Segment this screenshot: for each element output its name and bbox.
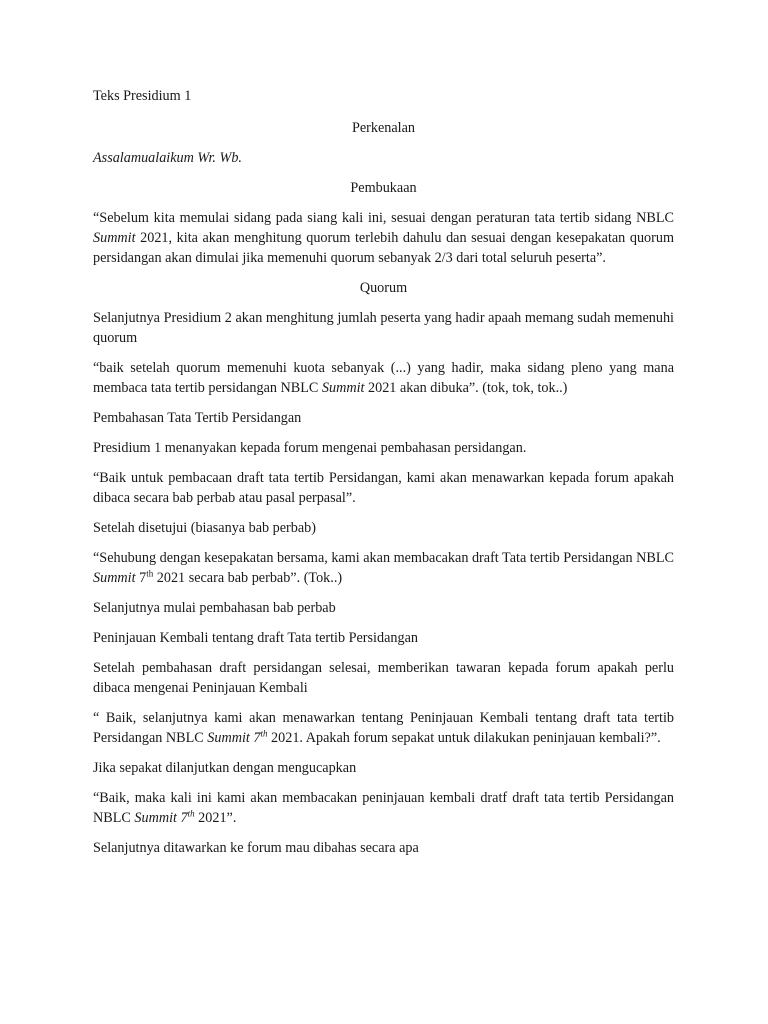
heading-quorum: Quorum [359,280,408,296]
text-run: 7 [135,570,147,586]
superscript: th [146,568,154,579]
text-run: “Baik, maka kali ini kami akan membacakan peninjauan kembali dratf draft tata tertib Persidangan NBLC [93,790,674,826]
paragraph-presidium1: Presidium 1 menanyakan kepada forum mengenai pembahasan persidangan. [93,440,527,456]
greeting [93,148,674,168]
italic-run: Summit 7 [134,810,188,826]
paragraph-setelah: Setelah pembahasan draft persidangan selesai, memberikan tawaran kepada forum apakah perlu dibaca mengenai Peninjauan Kembali [93,660,674,696]
text-run: 2021 secara bab perbab”. (Tok..) [153,570,343,586]
paragraph-disetujui: Setelah disetujui (biasanya bab perbab) [93,520,316,536]
text-run: 2021, kita akan menghitung quorum terlebih dahulu dan sesuai dengan kesepakatan quorum persidangan akan dimulai jika memenuhi quorum sebanyak 2/3 dari total seluruh peserta”. [93,230,674,266]
text-run: 2021. Apakah forum sepakat untuk dilakukan peninjauan kembali?”. [267,730,661,746]
paragraph-jika: Jika sepakat dilanjutkan dengan mengucapkan [93,760,357,776]
text-run: “Sebelum kita memulai sidang pada siang kali ini, sesuai dengan peraturan tata tertib sidang NBLC [93,210,674,226]
paragraph-baik-1 [93,708,674,748]
paragraph-peninjauan-heading: Peninjauan Kembali tentang draft Tata tertib Persidangan [93,630,418,646]
text-run: “baik setelah quorum memenuhi kuota sebanyak (...) yang hadir, maka sidang pleno yang mana membaca tata tertib persidangan NBLC [93,360,674,396]
italic-run: th [187,808,195,819]
paragraph-quota [93,358,674,398]
document-title: Teks Presidium 1 [93,88,192,104]
italic-run: th [260,728,268,739]
paragraph-mulai: Selanjutnya mulai pembahasan bab perbab [93,600,336,616]
text-run: 2021”. [194,810,237,826]
text-run: “ Baik, selanjutnya kami akan menawarkan tentang Peninjauan Kembali tentang draft tata tertib Persidangan NBLC [93,710,674,746]
paragraph-pembukaan [93,208,674,268]
italic-run: Summit 7 [207,730,261,746]
greeting-text: Assalamualaikum Wr. Wb. [93,150,242,166]
superscript [260,728,267,738]
heading-pembukaan: Pembukaan [350,180,417,196]
paragraph-sehubung [93,548,674,588]
italic-run: Summit [93,230,136,246]
paragraph-draft: “Baik untuk pembacaan draft tata tertib Persidangan, kami akan menawarkan kepada forum apakah dibaca secara bab perbab atau pasal perpasal”. [93,470,674,506]
paragraph-ditawarkan: Selanjutnya ditawarkan ke forum mau dibahas secara apa [93,840,419,856]
italic-run: Summit [93,570,136,586]
paragraph-pembahasan: Pembahasan Tata Tertib Persidangan [93,410,302,426]
paragraph-quorum: Selanjutnya Presidium 2 akan menghitung jumlah peserta yang hadir apaah memang sudah memenuhi quorum [93,310,674,346]
text-run: 2021 akan dibuka”. (tok, tok, tok..) [364,380,568,396]
superscript [188,808,195,818]
paragraph-baik-2 [93,788,674,828]
text-run: “Sehubung dengan kesepakatan bersama, kami akan membacakan draft Tata tertib Persidangan NBLC [93,550,675,566]
heading-perkenalan: Perkenalan [351,120,416,136]
italic-run: Summit [321,380,365,396]
